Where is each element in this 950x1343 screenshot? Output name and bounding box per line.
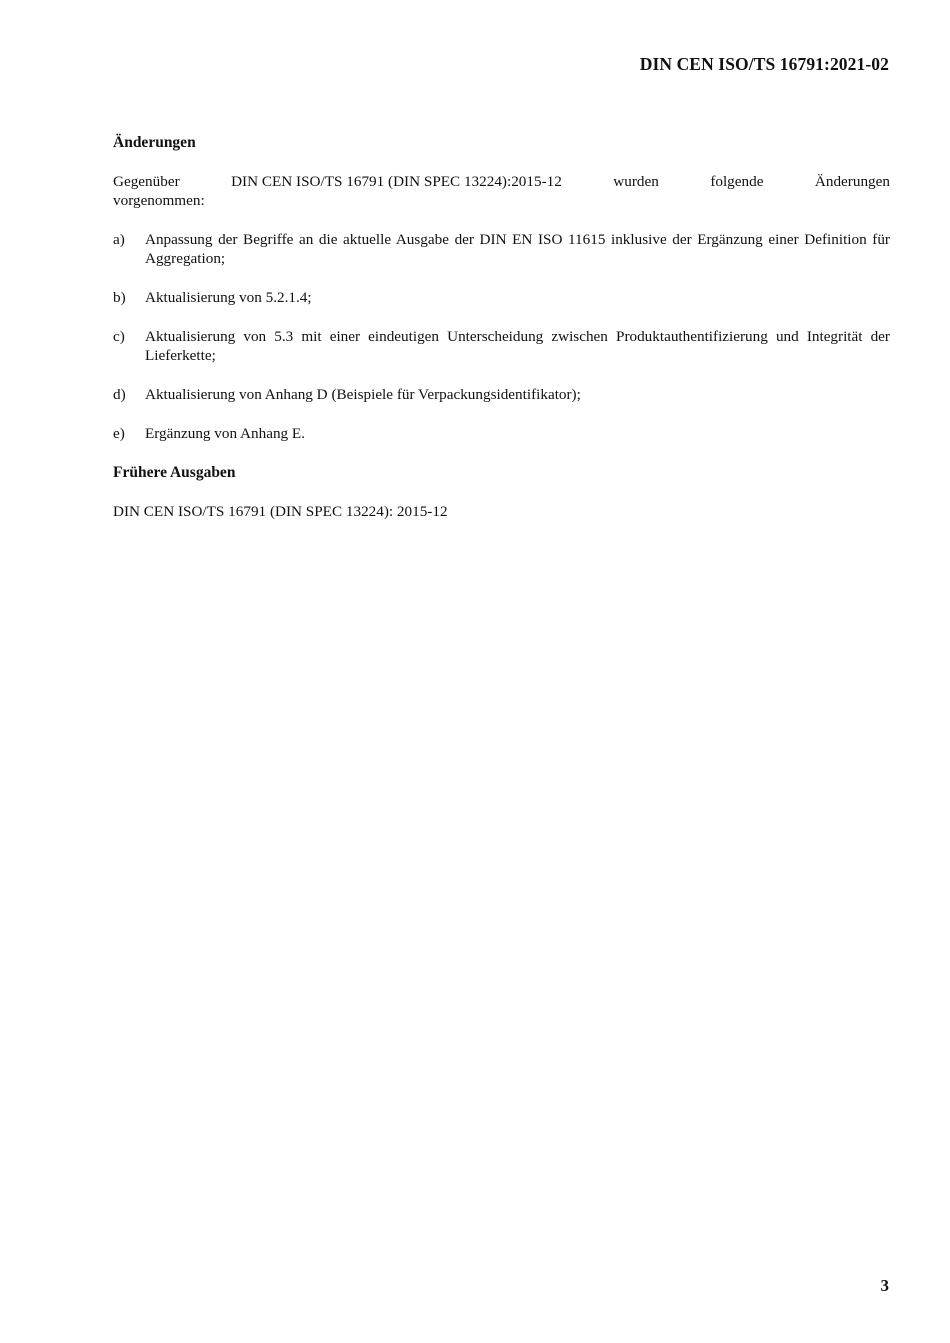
- list-item: [113, 385, 890, 404]
- list-item-marker: c): [113, 328, 125, 345]
- page-content: [113, 133, 890, 521]
- intro-word: folgende: [710, 173, 764, 190]
- list-item-text: Aktualisierung von Anhang D (Beispiele für Verpackungsidentifikator);: [145, 386, 581, 403]
- changes-intro-continuation: vorgenommen:: [113, 192, 205, 209]
- page-number: 3: [880, 1276, 889, 1295]
- list-item-text: Aktualisierung von 5.3 mit einer eindeutigen Unterscheidung zwischen Produktauthentifizierung und Integrität der Lieferkette;: [145, 328, 890, 364]
- previous-editions-heading: Frühere Ausgaben: [113, 464, 236, 481]
- intro-word: Gegenüber: [113, 173, 180, 190]
- list-item-marker: a): [113, 231, 125, 248]
- list-item-marker: b): [113, 289, 126, 306]
- list-item-marker: d): [113, 386, 126, 403]
- list-item-marker: e): [113, 425, 125, 442]
- list-item-text: Ergänzung von Anhang E.: [145, 425, 306, 442]
- list-item: [113, 424, 890, 443]
- list-item-text: Anpassung der Begriffe an die aktuelle Ausgabe der DIN EN ISO 11615 inklusive der Ergänzung einer Definition für Aggregation;: [145, 231, 890, 267]
- changes-intro-first-line: [113, 172, 890, 191]
- list-item-text: Aktualisierung von 5.2.1.4;: [145, 289, 312, 306]
- changes-list: [113, 230, 890, 443]
- list-item: [113, 230, 890, 268]
- changes-intro: [113, 172, 890, 210]
- intro-word: DIN CEN ISO/TS 16791 (DIN SPEC 13224):2015-12: [231, 173, 562, 190]
- changes-heading: Änderungen: [113, 134, 196, 151]
- list-item: [113, 327, 890, 365]
- previous-edition-entry: DIN CEN ISO/TS 16791 (DIN SPEC 13224): 2015-12: [113, 503, 448, 520]
- list-item: [113, 288, 890, 307]
- intro-word: wurden: [613, 173, 659, 190]
- document-id-header: DIN CEN ISO/TS 16791:2021-02: [639, 54, 889, 74]
- intro-word: Änderungen: [814, 173, 890, 190]
